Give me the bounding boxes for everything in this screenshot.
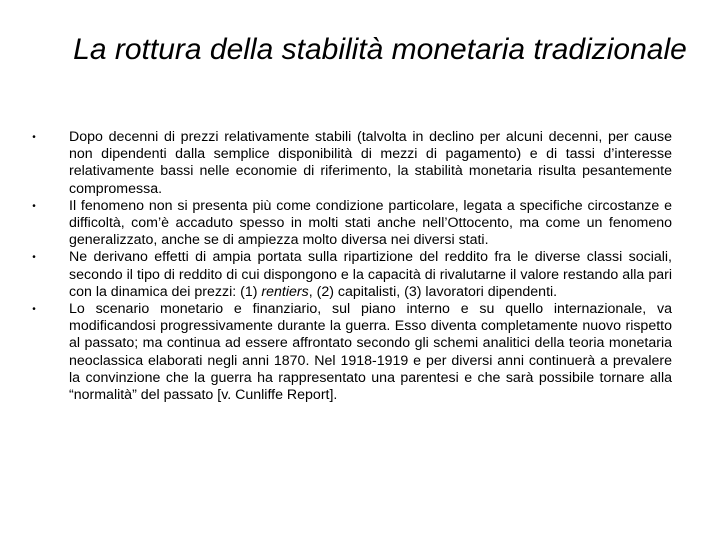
bullet-text-part: , (2) capitalisti, (3) lavoratori dipendenti.: [308, 283, 558, 300]
bullet-text: Dopo decenni di prezzi relativamente stabili (talvolta in declino per alcuni decenni, per cause non dipendenti dalla semplice disponibilità di mezzi di pagamento) e di tassi d’interesse relativamente bassi nelle economie di riferimento, la stabilità monetaria risulta pesantemente compromessa.: [69, 129, 672, 197]
bullet-marker: •: [32, 252, 36, 264]
slide-title: La rottura della stabilità monetaria tradizionale: [73, 33, 687, 66]
bullet-marker: •: [32, 200, 36, 212]
bullet-item: [22, 198, 672, 250]
bullet-item: [22, 249, 672, 301]
bullet-text: Lo scenario monetario e finanziario, sul piano interno e su quello internazionale, va modificandosi progressivamente durante la guerra. Esso diventa completamente nuovo rispetto al passato; ma continua ad essere affrontato secondo gli schemi analitici della teoria monetaria neoclassica elaborati negli anni 1870. Nel 1918-1919 e per diversi anni continuerà a prevalere la convinzione che la guerra ha rappresentato una parentesi e che sarà possibile tornare alla “normalità” del passato [v. Cunliffe Report].: [69, 301, 672, 404]
bullet-marker: •: [32, 132, 36, 143]
bullet-marker: •: [32, 304, 36, 316]
bullet-text: [69, 249, 672, 299]
bullet-list: [22, 129, 672, 404]
bullet-item: [22, 129, 672, 198]
bullet-text: Il fenomeno non si presenta più come condizione particolare, legata a specifiche circostanze e difficoltà, com’è accaduto spesso in molti stati anche nell’Ottocento, ma come un fenomeno generalizzato, anche se di ampiezza molto diversa nei diversi stati.: [69, 197, 672, 249]
bullet-text-part: Ne derivano effetti di ampia portata sulla ripartizione del reddito fra le diverse classi sociali, secondo il tipo di reddito di cui dispongono e la capacità di rivalutarne il valore restando alla pari con la dinamica dei prezzi: (1): [69, 249, 672, 300]
bullet-text-italic: rentiers: [261, 283, 309, 300]
bullet-item: [22, 301, 672, 404]
